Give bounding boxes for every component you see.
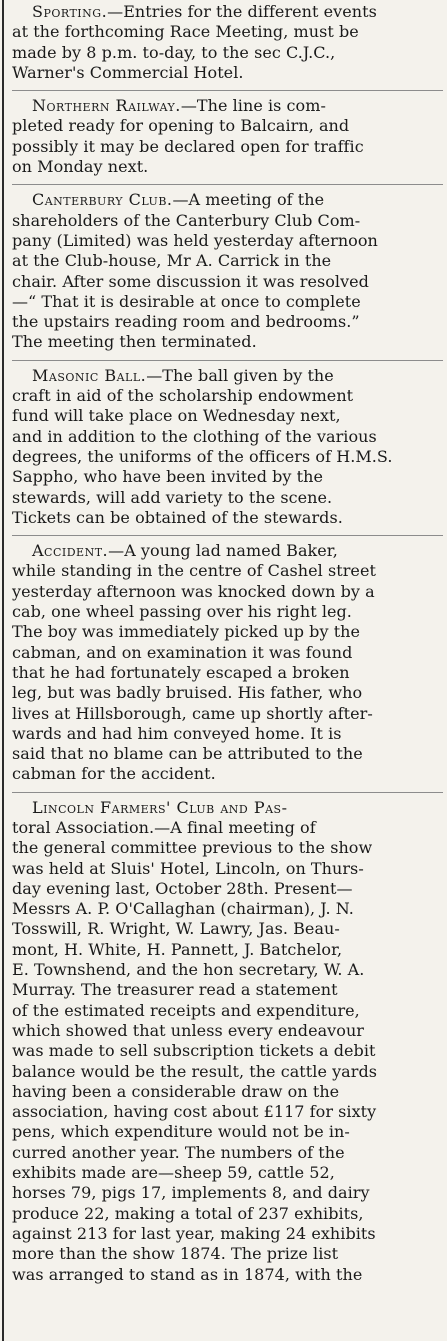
article-line: wards and had him conveyed home. It is (12, 723, 342, 743)
article-heading: Accident. (32, 541, 109, 561)
article-line: Murray. The treasurer read a statement (12, 980, 338, 1000)
article-line: The boy was immediately picked up by the (12, 622, 361, 642)
article-divider (12, 535, 443, 536)
article-canterbury-club (12, 190, 443, 352)
article-line: made by 8 p.m. to-day, to the sec C.J.C., (12, 42, 336, 62)
article-line: at the Club-house, Mr A. Carrick in the (12, 251, 332, 271)
article-line: leg, but was badly bruised. His father, who (12, 683, 363, 703)
article-line: pany (Limited) was held yesterday afternoon (12, 230, 378, 250)
article-sporting (12, 2, 443, 83)
article-lincoln-farmers-club (12, 798, 443, 1285)
article-accident (12, 541, 443, 785)
article-line: was made to sell subscription tickets a debit (12, 1041, 376, 1061)
article-line: pens, which expenditure would not be in- (12, 1122, 350, 1142)
article-heading: Northern Railway. (32, 96, 181, 116)
article-line: was arranged to stand as in 1874, with the (12, 1264, 363, 1284)
article-line: horses 79, pigs 17, implements 8, and dairy (12, 1183, 370, 1203)
article-line: balance would be the result, the cattle yards (12, 1061, 378, 1081)
article-line: produce 22, making a total of 237 exhibits, (12, 1203, 364, 1223)
article-line: —“ That it is desirable at once to complete (12, 291, 361, 311)
article-line: Tickets can be obtained of the stewards. (12, 507, 343, 527)
article-line: the upstairs reading room and bedrooms.” (12, 312, 360, 332)
article-divider (12, 90, 443, 91)
article-heading: Masonic Ball. (32, 365, 147, 385)
article-line: pleted ready for opening to Balcairn, and (12, 116, 350, 136)
article-line: curred another year. The numbers of the (12, 1142, 345, 1162)
article-line: on Monday next. (12, 157, 149, 177)
article-line: said that no blame can be attributed to the (12, 744, 363, 764)
article-line: fund will take place on Wednesday next, (12, 406, 341, 426)
article-line: Sporting.—Entries for the different events (32, 2, 377, 21)
article-line: yesterday afternoon was knocked down by a (12, 581, 375, 601)
article-line: mont, H. White, H. Pannett, J. Batchelor, (12, 939, 343, 959)
article-line: while standing in the centre of Cashel street (12, 561, 376, 581)
article-line: against 213 for last year, making 24 exhibits (12, 1223, 376, 1243)
article-heading: Sporting. (32, 2, 108, 21)
article-divider (12, 360, 443, 361)
article-line: Northern Railway.—The line is com- (32, 96, 326, 116)
article-line: shareholders of the Canterbury Club Com- (12, 210, 361, 230)
article-line: cabman, and on examination it was found (12, 642, 353, 662)
article-line: Tosswill, R. Wright, W. Lawry, Jas. Beau- (12, 919, 340, 939)
article-line: more than the show 1874. The prize list (12, 1244, 339, 1264)
article-heading: Lincoln Farmers' Club and Pas- (32, 797, 288, 817)
article-line: Accident.—A young lad named Baker, (32, 541, 338, 561)
article-divider (12, 792, 443, 793)
article-line: which showed that unless every endeavour (12, 1020, 364, 1040)
article-line: association, having cost about £117 for sixty (12, 1102, 377, 1122)
article-line: having been a considerable draw on the (12, 1081, 340, 1101)
article-line: stewards, will add variety to the scene. (12, 487, 333, 507)
article-line: Messrs A. P. O'Callaghan (chairman), J. N. (12, 899, 354, 919)
article-line: degrees, the uniforms of the officers of H.M.S. (12, 446, 393, 466)
article-line: Sappho, who have been invited by the (12, 467, 323, 487)
article-line: the general committee previous to the show (12, 838, 373, 858)
article-line: toral Association.—A final meeting of (12, 817, 316, 837)
article-line: cabman for the accident. (12, 764, 216, 784)
article-line: at the forthcoming Race Meeting, must be (12, 22, 359, 42)
article-line: Masonic Ball.—The ball given by the (32, 365, 334, 385)
article-line: Canterbury Club.—A meeting of the (32, 190, 325, 210)
article-line: was held at Sluis' Hotel, Lincoln, on Thurs- (12, 858, 364, 878)
article-line: and in addition to the clothing of the various (12, 426, 377, 446)
article-northern-railway (12, 96, 443, 177)
article-line: The meeting then terminated. (12, 332, 257, 352)
article-line: day evening last, October 28th. Present— (12, 878, 353, 898)
news-column (12, 2, 443, 1285)
article-line: lives at Hillsborough, came up shortly after- (12, 703, 373, 723)
article-heading: Canterbury Club. (32, 190, 173, 210)
article-line: that he had fortunately escaped a broken (12, 662, 350, 682)
column-rule (2, 0, 4, 1341)
article-line: chair. After some discussion it was resolved (12, 271, 369, 291)
article-line: cab, one wheel passing over his right leg. (12, 602, 352, 622)
article-line: craft in aid of the scholarship endowment (12, 386, 354, 406)
article-line: E. Townshend, and the hon secretary, W. A. (12, 960, 365, 980)
article-line: possibly it may be declared open for traffic (12, 136, 364, 156)
article-line: of the estimated receipts and expenditure, (12, 1000, 360, 1020)
article-line: exhibits made are—sheep 59, cattle 52, (12, 1163, 335, 1183)
article-line: Warner's Commercial Hotel. (12, 62, 244, 82)
article-masonic-ball (12, 366, 443, 528)
article-divider (12, 184, 443, 185)
